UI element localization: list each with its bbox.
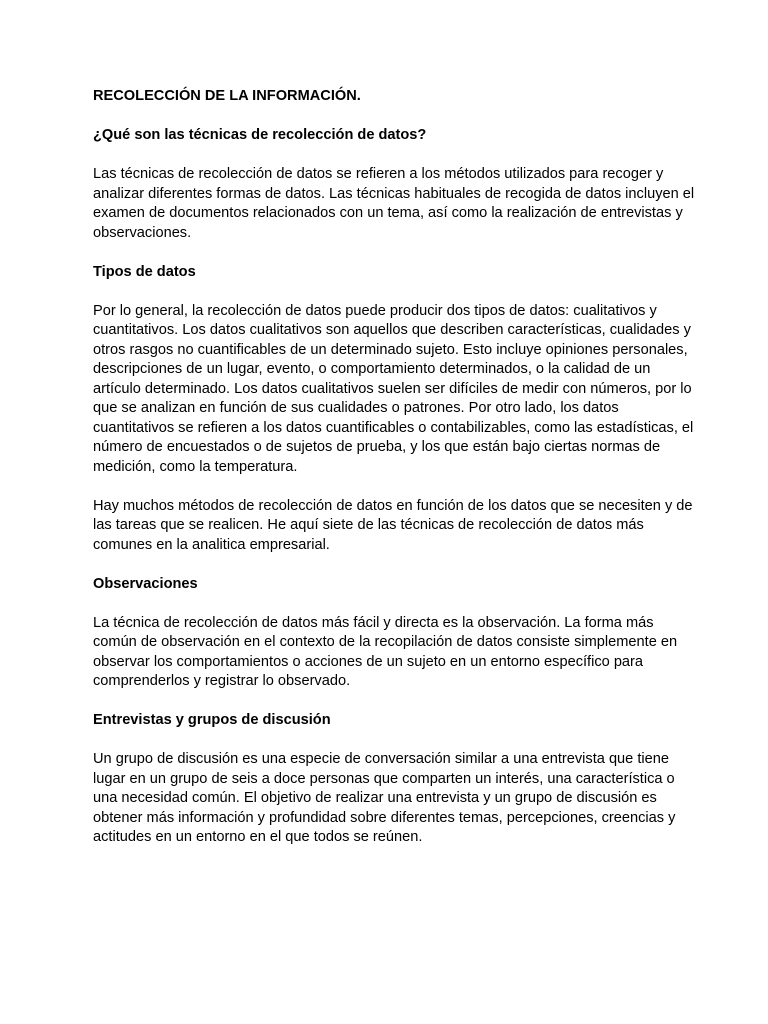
section-question-heading: ¿Qué son las técnicas de recolección de datos?: [93, 127, 427, 143]
section-heading-tipos: Tipos de datos: [93, 263, 196, 280]
paragraph-observaciones: La técnica de recolección de datos más fácil y directa es la observación. La forma más común de observación en el contexto de la recopilación de datos consiste simplemente en observar los comportamientos o acciones de un sujeto en un entorno específico para comprenderlos y registrar lo observado.: [93, 614, 678, 689]
paragraph-tipos-2: Hay muchos métodos de recolección de datos en función de los datos que se necesiten y de las tareas que se realicen. He aquí siete de las técnicas de recolección de datos más comunes en la analitica empresarial.: [93, 497, 693, 553]
intro-paragraph: Las técnicas de recolección de datos se refieren a los métodos utilizados para recoger y analizar diferentes formas de datos. Las técnicas habituales de recogida de datos incluyen el examen de documentos relacionados con un tema, así como la realización de entrevistas y observaciones.: [93, 166, 695, 241]
section-heading-observaciones: Observaciones: [93, 575, 198, 592]
paragraph-tipos-1: Por lo general, la recolección de datos puede producir dos tipos de datos: cualitativos y cuantitativos. Los datos cualitativos son aquellos que describen características, cualidades y otros rasgos no cuantificables de un determinado sujeto. Esto incluye opiniones personales, descripciones de un lugar, evento, o comportamiento determinados, o la calidad de un artículo determinado. Los datos cualitativos suelen ser difíciles de medir con números, por lo que se analizan en función de sus cualidades o patrones. Por otro lado, los datos cuantitativos se refieren a los datos cuantificables o contabilizables, como las estadísticas, el número de encuestados o de sujetos de prueba, y los que están bajo ciertas normas de medición, como la temperatura.: [93, 302, 694, 475]
document-title: RECOLECCIÓN DE LA INFORMACIÓN.: [93, 88, 361, 104]
section-heading-entrevistas: Entrevistas y grupos de discusión: [93, 712, 331, 728]
paragraph-entrevistas: Un grupo de discusión es una especie de conversación similar a una entrevista que tiene lugar en un grupo de seis a doce personas que comparten un interés, una característica o una necesidad común. El objetivo de realizar una entrevista y un grupo de discusión es obtener más información y profundidad sobre diferentes temas, percepciones, creencias y actitudes en un entorno en el que todos se reúnen.: [93, 751, 676, 845]
